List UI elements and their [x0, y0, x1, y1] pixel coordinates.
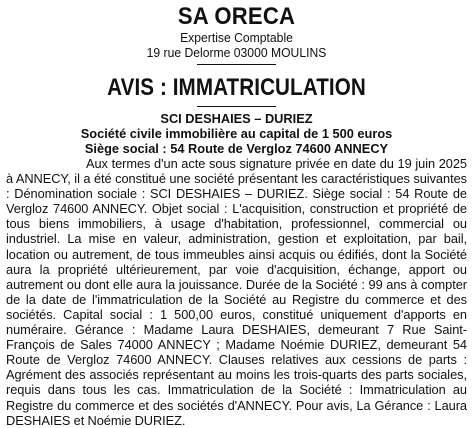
firm-address: 19 rue Delorme 03000 MOULINS [146, 45, 327, 60]
header-divider [197, 64, 276, 65]
company-seat: Siège social : 54 Route de Vergloz 74600 ANNECY [84, 141, 389, 156]
firm-activity: Expertise Comptable [180, 30, 293, 45]
title-divider [197, 106, 276, 107]
firm-name: SA ORECA [177, 3, 296, 30]
company-header [6, 111, 467, 156]
notice-body: Aux termes d'un acte sous signature privée en date du 19 juin 2025 à ANNECY, il a été constitué une société présentant les caractéristiques suivantes : Dénomination sociale : SCI DESHAIES – DURIEZ. Siège social : 54 Route de Vergloz 74600 ANNECY. Objet social : L'acquisition, construction et propriété de tous biens immobiliers, à usage d'habitation, professionnel, commercial ou industriel. La mise en valeur, administration, gestion et exploitation, par bail, location ou autrement, de tous immeubles ainsi acquis ou édifiés, dont la Société aura la propriété ultérieurement, par voie d'acquisition, échange, apport ou autrement ou dont elle aura la jouissance. Durée de la Société : 99 ans à compter de la date de l'immatriculation de la Société au Registre du commerce et des sociétés. Capital social : 1 500,00 euros, constitué uniquement d'apports en numéraire. Gérance : Madame Laura DESHAIES, demeurant 7 Rue Saint-François de Sales 74000 ANNECY ; Madame Noémie DURIEZ, demeurant 54 Route de Vergloz 74600 ANNECY. Clauses relatives aux cessions de parts : Agrément des associés représentant au moins les trois-quarts des parts sociales, requis dans tous les cas. Immatriculation de la Société : Immatriculation au Registre du commerce et des sociétés d'ANNECY. Pour avis, La Gérance : Laura DESHAIES et Noémie DURIEZ. [6, 156, 467, 428]
company-form: Société civile immobilière au capital de 1 500 euros [80, 126, 393, 141]
notice-title: AVIS : IMMATRICULATION [107, 74, 366, 101]
firm-header [6, 4, 467, 65]
company-name: SCI DESHAIES – DURIEZ [160, 111, 313, 126]
